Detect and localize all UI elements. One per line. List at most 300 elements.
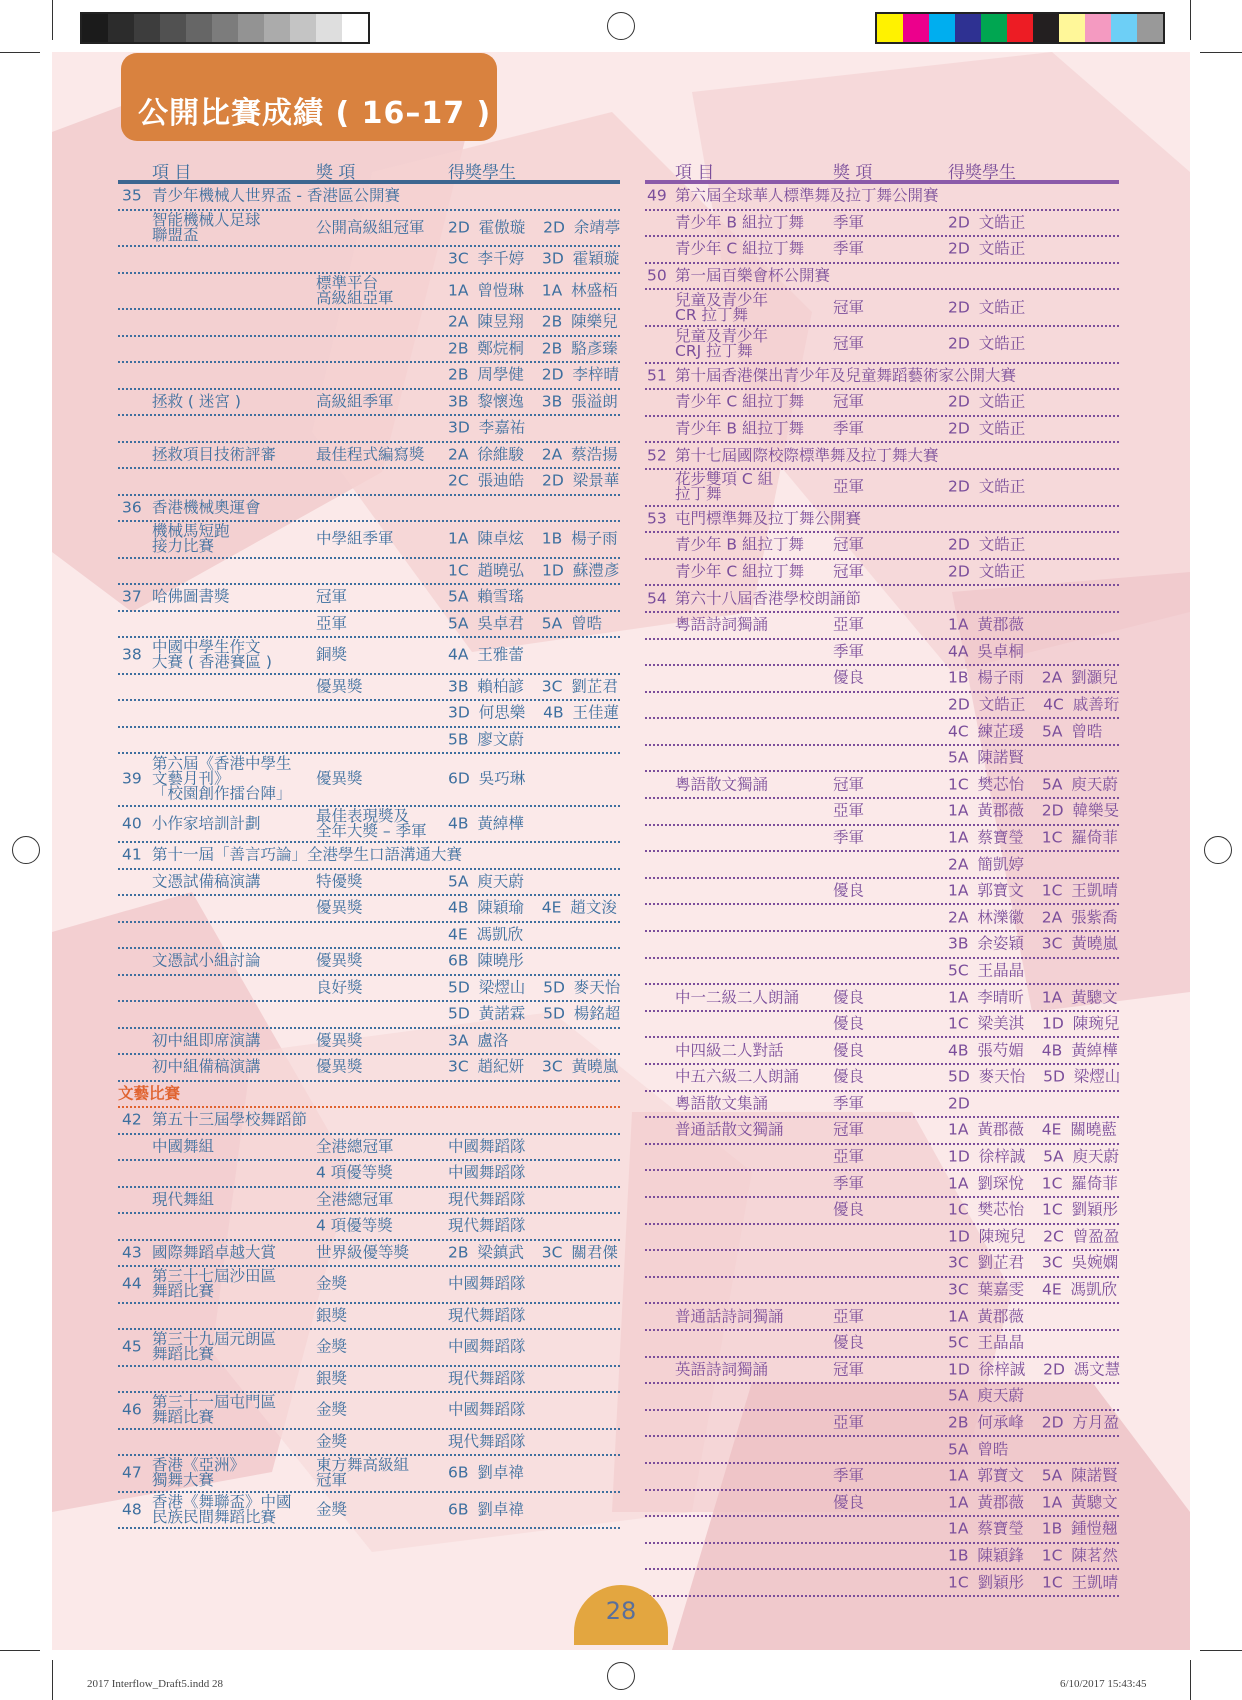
table-row (645, 666, 1119, 693)
award-name: 冠軍 (833, 535, 865, 554)
item-name: 拯救 ( 迷宮 ) (152, 392, 241, 411)
item-name: 智能機械人足球 聯盟盃 (152, 210, 261, 244)
table-row (645, 1225, 1119, 1252)
item-name: 第三十一屆屯門區 舞蹈比賽 (152, 1393, 277, 1427)
award-name: 優良 (833, 881, 865, 900)
table-row (118, 870, 620, 897)
student-names: 1A 蔡寶瑩 1B 鍾愷翹 (948, 1519, 1118, 1538)
item-name: 普通話詩詞獨誦 (675, 1307, 784, 1326)
student-names: 3B 黎懷逸 3B 張溢朗 (448, 392, 618, 411)
award-name: 季軍 (833, 213, 865, 232)
item-number: 43 (122, 1243, 142, 1262)
table-row (118, 559, 620, 586)
award-name: 公開高級組冠軍 (316, 218, 425, 237)
table-header (645, 150, 1119, 183)
award-name: 標準平台 高級組亞軍 (316, 273, 394, 307)
table-row (645, 1570, 1119, 1597)
section-heading (118, 1082, 620, 1109)
table-row (118, 1267, 620, 1304)
registration-mark (607, 12, 635, 40)
table-row (645, 390, 1119, 417)
table-row (118, 337, 620, 364)
student-names: 5D 梁熤山 5D 麥天怡 (448, 978, 621, 997)
item-name: 第五十三屆學校舞蹈節 (152, 1110, 308, 1129)
student-names: 1C 趙曉弘 1D 蘇澧彥 (448, 561, 620, 580)
student-names: 2C 張迪皓 2D 梁景華 (448, 471, 620, 490)
item-name: 中四級二人對話 (675, 1041, 784, 1060)
student-names: 1A 曾愷琳 1A 林盛栢 (448, 281, 618, 300)
award-name: 東方舞高級組 冠軍 (316, 1456, 410, 1490)
award-name: 亞軍 (833, 615, 865, 634)
item-name: 第一屆百樂會杯公開賽 (675, 266, 831, 285)
header-award: 獎 項 (316, 163, 356, 183)
award-name: 4 項優等獎 (316, 1216, 393, 1235)
table-row (645, 560, 1119, 587)
item-name: 兒童及青少年 CRJ 拉丁舞 (675, 327, 769, 361)
item-name: 中五六級二人朗誦 (675, 1067, 800, 1086)
table-body (645, 184, 1119, 1597)
header-students: 得獎學生 (448, 163, 516, 183)
item-name: 青少年 B 組拉丁舞 (675, 213, 804, 232)
student-names: 6B 劉卓禕 (448, 1500, 524, 1519)
award-name: 季軍 (833, 828, 865, 847)
table-row (118, 363, 620, 390)
table-row (645, 1171, 1119, 1198)
student-names: 1C 樊芯怡 1C 劉穎彤 (948, 1200, 1119, 1219)
table-row (645, 533, 1119, 560)
student-names: 5A 庾天蔚 (948, 1386, 1024, 1405)
award-name: 冠軍 (316, 587, 348, 606)
award-name: 亞軍 (833, 1307, 865, 1326)
student-names: 1A 劉琛悅 1C 羅倚菲 (948, 1174, 1118, 1193)
footer-timestamp: 6/10/2017 15:43:45 (1060, 1678, 1147, 1690)
student-names: 2D 文皓正 4C 戚善珩 (948, 695, 1120, 714)
table-row (645, 1278, 1119, 1305)
student-names: 5A 賴雪瑤 (448, 587, 524, 606)
student-names: 1D 徐梓誠 5A 庾天蔚 (948, 1147, 1119, 1166)
student-names: 5C 王晶晶 (948, 961, 1025, 980)
item-name: 青少年機械人世界盃 - 香港區公開賽 (152, 186, 400, 205)
award-name: 銀獎 (316, 1369, 348, 1388)
item-number: 48 (122, 1500, 142, 1519)
student-names: 5B 廖文蔚 (448, 730, 524, 749)
cmyk-colorbar (875, 12, 1165, 44)
crop-mark (52, 0, 53, 40)
student-names: 1C 梁美淇 1D 陳琬兒 (948, 1014, 1120, 1033)
item-name: 初中組備稿演講 (152, 1057, 261, 1076)
award-name: 銅獎 (316, 645, 348, 664)
table-row (645, 1012, 1119, 1039)
table-row (645, 693, 1119, 720)
item-name: 香港機械奧運會 (152, 498, 261, 517)
group-header-row (645, 364, 1119, 391)
award-name: 季軍 (833, 419, 865, 438)
results-table-right (645, 150, 1119, 1597)
student-names: 4B 張芍媚 4B 黃綽樺 (948, 1041, 1118, 1060)
page-title: 公開比賽成績 ( 16–17 ) (138, 96, 492, 131)
student-names: 3B 賴柏諺 3C 劉芷君 (448, 677, 618, 696)
table-row (118, 1002, 620, 1029)
table-row (645, 746, 1119, 773)
group-header-row (118, 496, 620, 523)
table-row (118, 522, 620, 559)
item-name: 青少年 C 組拉丁舞 (675, 562, 805, 581)
table-row (645, 879, 1119, 906)
item-name: 現代舞組 (152, 1190, 215, 1209)
table-row (645, 1384, 1119, 1411)
item-number: 54 (647, 589, 667, 608)
crop-mark (1190, 1660, 1191, 1700)
award-name: 金獎 (316, 1274, 348, 1293)
item-name: 英語詩詞獨誦 (675, 1360, 769, 1379)
crop-mark (0, 52, 40, 53)
student-names: 1A 郭寶文 1C 王凱晴 (948, 881, 1118, 900)
award-name: 季軍 (833, 1094, 865, 1113)
item-name: 第十一屆「善言巧論」全港學生口語溝通大賽 (152, 845, 463, 864)
item-name: 花步雙項 C 組 拉丁舞 (675, 470, 774, 504)
award-name: 優良 (833, 1067, 865, 1086)
award-name: 中學組季軍 (316, 529, 394, 548)
award-name: 良好獎 (316, 978, 363, 997)
table-row (118, 443, 620, 470)
student-names: 5A 吳卓君 5A 曾晧 (448, 614, 603, 633)
item-number: 37 (122, 587, 142, 606)
student-names: 中國舞蹈隊 (448, 1137, 526, 1156)
student-names: 2B 鄭烷桐 2B 駱彥臻 (448, 339, 618, 358)
table-row (118, 1188, 620, 1215)
table-header (118, 150, 620, 183)
table-row (645, 327, 1119, 364)
item-number: 45 (122, 1337, 142, 1356)
award-name: 優異獎 (316, 769, 363, 788)
item-name: 第十屆香港傑出青少年及兒童舞蹈藝術家公開大賽 (675, 366, 1017, 385)
student-names: 1D 徐梓誠 2D 馮文慧 (948, 1360, 1121, 1379)
header-item: 項 目 (675, 163, 715, 183)
item-number: 38 (122, 645, 142, 664)
award-name: 全港總冠軍 (316, 1190, 394, 1209)
table-row (645, 1304, 1119, 1331)
award-name: 銀獎 (316, 1306, 348, 1325)
student-names: 1C 劉穎彤 1C 王凱晴 (948, 1573, 1119, 1592)
table-row (118, 469, 620, 496)
student-names: 現代舞蹈隊 (448, 1432, 526, 1451)
crop-mark (1190, 0, 1191, 40)
student-names: 中國舞蹈隊 (448, 1163, 526, 1182)
award-name: 冠軍 (833, 334, 865, 353)
item-number: 49 (647, 186, 667, 205)
award-name: 最佳表現獎及 全年大獎 – 季軍 (316, 806, 427, 840)
student-names: 2B 何承峰 2D 方月盈 (948, 1413, 1120, 1432)
student-names: 5A 庾天蔚 (448, 872, 524, 891)
item-number: 46 (122, 1400, 142, 1419)
table-row (645, 640, 1119, 667)
item-number: 53 (647, 509, 667, 528)
crop-mark (1200, 52, 1242, 53)
student-names: 3B 余姿穎 3C 黃曉嵐 (948, 934, 1118, 953)
item-number: 35 (122, 186, 142, 205)
award-name: 優異獎 (316, 677, 363, 696)
item-number: 36 (122, 498, 142, 517)
item-name: 青少年 B 組拉丁舞 (675, 419, 804, 438)
student-names: 1A 黃郡薇 (948, 615, 1024, 634)
award-name: 優良 (833, 988, 865, 1007)
item-name: 青少年 C 組拉丁舞 (675, 392, 805, 411)
table-row (645, 290, 1119, 327)
student-names: 2D 文皓正 (948, 239, 1026, 258)
student-names: 2A 簡凱婷 (948, 855, 1024, 874)
item-name: 初中組即席演講 (152, 1031, 261, 1050)
student-names: 1A 李晴昕 1A 黃驄文 (948, 988, 1118, 1007)
table-row (118, 1135, 620, 1162)
table-row (645, 1038, 1119, 1065)
table-row (645, 1411, 1119, 1438)
table-row (645, 1464, 1119, 1491)
registration-mark (12, 836, 40, 864)
award-name: 優異獎 (316, 1057, 363, 1076)
student-names: 2D 霍傲璇 2D 余靖葶 (448, 218, 621, 237)
table-row (645, 211, 1119, 238)
section-title: 文藝比賽 (118, 1084, 181, 1103)
student-names: 現代舞蹈隊 (448, 1216, 526, 1235)
table-row (645, 799, 1119, 826)
award-name: 優良 (833, 1041, 865, 1060)
results-table-left (118, 150, 620, 1529)
student-names: 1C 樊芯怡 5A 庾天蔚 (948, 775, 1118, 794)
table-row (645, 1491, 1119, 1518)
student-names: 5D 麥天怡 5D 梁熤山 (948, 1067, 1121, 1086)
award-name: 金獎 (316, 1500, 348, 1519)
student-names: 1A 陳卓炫 1B 楊子雨 (448, 529, 618, 548)
item-number: 42 (122, 1110, 142, 1129)
table-row (118, 923, 620, 950)
award-name: 優異獎 (316, 951, 363, 970)
student-names: 4B 陳穎瑜 4E 趙文浚 (448, 898, 617, 917)
table-row (645, 1358, 1119, 1385)
table-row (645, 237, 1119, 264)
table-row (118, 1430, 620, 1457)
student-names: 2B 梁鎮武 3C 關君傑 (448, 1243, 618, 1262)
item-name: 香港《舞聯盃》中國 民族民間舞蹈比賽 (152, 1492, 292, 1526)
student-names: 3C 李千婷 3D 霍穎璇 (448, 249, 620, 268)
table-row (118, 1493, 620, 1530)
table-row (118, 274, 620, 311)
student-names: 2D 文皓正 (948, 298, 1026, 317)
table-row (118, 247, 620, 274)
table-row (118, 211, 620, 248)
table-row (118, 976, 620, 1003)
crop-mark (1200, 1650, 1242, 1651)
table-row (645, 719, 1119, 746)
table-row (645, 1065, 1119, 1092)
table-row (645, 417, 1119, 444)
award-name: 全港總冠軍 (316, 1137, 394, 1156)
student-names: 5A 曾晧 (948, 1440, 1009, 1459)
table-row (645, 1145, 1119, 1172)
student-names: 4A 王雅蕾 (448, 645, 524, 664)
table-row (645, 1517, 1119, 1544)
item-name: 青少年 C 組拉丁舞 (675, 239, 805, 258)
award-name: 亞軍 (833, 1147, 865, 1166)
award-name: 優異獎 (316, 1031, 363, 1050)
student-names: 4E 馮凱欣 (448, 925, 524, 944)
table-row (118, 728, 620, 755)
award-name: 冠軍 (833, 392, 865, 411)
group-header-row (118, 1108, 620, 1135)
student-names: 6D 吳巧琳 (448, 769, 526, 788)
award-name: 金獎 (316, 1400, 348, 1419)
award-name: 冠軍 (833, 775, 865, 794)
header-students: 得獎學生 (948, 163, 1016, 183)
student-names: 3A 盧洛 (448, 1031, 509, 1050)
award-name: 優良 (833, 1200, 865, 1219)
item-name: 屯門標準舞及拉丁舞公開賽 (675, 509, 862, 528)
table-row (118, 1393, 620, 1430)
item-name: 中一二級二人朗誦 (675, 988, 800, 1007)
student-names: 2D 文皓正 (948, 419, 1026, 438)
item-name: 拯救項目技術評審 (152, 445, 277, 464)
table-row (118, 1055, 620, 1082)
registration-mark (607, 1662, 635, 1690)
item-name: 國際舞蹈卓越大賞 (152, 1243, 277, 1262)
student-names: 1B 楊子雨 2A 劉灝兒 (948, 668, 1118, 687)
student-names: 2D 文皓正 (948, 477, 1026, 496)
item-name: 第三十七屆沙田區 舞蹈比賽 (152, 1267, 277, 1301)
student-names: 3D 何思樂 4B 王佳蓮 (448, 703, 620, 722)
award-name: 亞軍 (833, 801, 865, 820)
award-name: 亞軍 (833, 477, 865, 496)
item-name: 兒童及青少年 CR 拉丁舞 (675, 290, 769, 324)
item-name: 普通話散文獨誦 (675, 1120, 784, 1139)
student-names: 4A 吳卓桐 (948, 642, 1024, 661)
table-row (645, 1118, 1119, 1145)
item-number: 50 (647, 266, 667, 285)
student-names: 2B 周學健 2D 李梓晴 (448, 365, 620, 384)
item-name: 青少年 B 組拉丁舞 (675, 535, 804, 554)
award-name: 高級組季軍 (316, 392, 394, 411)
item-name: 中國中學生作文 大賽 ( 香港賽區 ) (152, 638, 272, 672)
group-header-row (645, 264, 1119, 291)
student-names: 現代舞蹈隊 (448, 1369, 526, 1388)
item-name: 中國舞組 (152, 1137, 215, 1156)
award-name: 金獎 (316, 1432, 348, 1451)
student-names: 1A 黃郡薇 4E 關曉藍 (948, 1120, 1117, 1139)
grayscale-colorbar (80, 12, 370, 44)
crop-mark (52, 1660, 53, 1700)
item-number: 52 (647, 446, 667, 465)
table-row (118, 1330, 620, 1367)
item-name: 第十七屆國際校際標準舞及拉丁舞大賽 (675, 446, 939, 465)
table-row (645, 1331, 1119, 1358)
award-name: 金獎 (316, 1337, 348, 1356)
award-name: 冠軍 (833, 1120, 865, 1139)
item-name: 香港《亞洲》 獨舞大賽 (152, 1456, 246, 1490)
table-body (118, 184, 620, 1529)
header-item: 項 目 (152, 163, 192, 183)
student-names: 5A 陳諾賢 (948, 748, 1024, 767)
table-row (118, 949, 620, 976)
item-number: 40 (122, 814, 142, 833)
registration-mark (1204, 836, 1232, 864)
award-name: 優異獎 (316, 898, 363, 917)
table-row (118, 612, 620, 639)
item-number: 44 (122, 1274, 142, 1293)
table-row (118, 1241, 620, 1268)
award-name: 亞軍 (316, 614, 348, 633)
student-names: 2D 文皓正 (948, 392, 1026, 411)
student-names: 2A 徐維駿 2A 蔡浩揚 (448, 445, 618, 464)
student-names: 中國舞蹈隊 (448, 1400, 526, 1419)
table-row (118, 1456, 620, 1493)
student-names: 1A 郭寶文 5A 陳諾賢 (948, 1466, 1118, 1485)
table-row (118, 310, 620, 337)
student-names: 1A 黃郡薇 (948, 1307, 1024, 1326)
table-row (118, 1214, 620, 1241)
table-row (645, 1092, 1119, 1119)
student-names: 6B 陳曉彤 (448, 951, 524, 970)
student-names: 4C 練芷瑗 5A 曾晧 (948, 722, 1103, 741)
table-row (645, 905, 1119, 932)
student-names: 5C 王晶晶 (948, 1333, 1025, 1352)
footer-file-info: 2017 Interflow_Draft5.indd 28 (87, 1678, 223, 1690)
crop-mark (0, 1650, 40, 1651)
group-header-row (645, 507, 1119, 534)
student-names: 5D 黃諾霖 5D 楊銘超 (448, 1004, 621, 1023)
table-row (118, 1161, 620, 1188)
table-row (645, 826, 1119, 853)
table-row (645, 932, 1119, 959)
award-name: 冠軍 (833, 1360, 865, 1379)
award-name: 季軍 (833, 1174, 865, 1193)
table-row (645, 1544, 1119, 1571)
award-name: 特優獎 (316, 872, 363, 891)
student-names: 4B 黃綽樺 (448, 814, 524, 833)
award-name: 季軍 (833, 1466, 865, 1485)
student-names: 中國舞蹈隊 (448, 1274, 526, 1293)
table-row (118, 1304, 620, 1331)
award-name: 優良 (833, 1014, 865, 1033)
group-header-row (118, 184, 620, 211)
item-number: 51 (647, 366, 667, 385)
table-row (645, 772, 1119, 799)
student-names: 3C 趙紀妍 3C 黃曉嵐 (448, 1057, 619, 1076)
student-names: 現代舞蹈隊 (448, 1190, 526, 1209)
table-row (645, 1437, 1119, 1464)
student-names: 3C 劉芷君 3C 吳婉嫻 (948, 1253, 1119, 1272)
item-name: 第六十八屆香港學校朗誦節 (675, 589, 862, 608)
item-name: 粵語散文獨誦 (675, 775, 769, 794)
award-name: 4 項優等獎 (316, 1163, 393, 1182)
student-names: 中國舞蹈隊 (448, 1337, 526, 1356)
award-name: 世界級優等獎 (316, 1243, 410, 1262)
student-names: 2A 林濼徽 2A 張紫喬 (948, 908, 1118, 927)
award-name: 冠軍 (833, 562, 865, 581)
item-name: 第六屆全球華人標準舞及拉丁舞公開賽 (675, 186, 939, 205)
student-names: 3C 葉嘉雯 4E 馮凱欣 (948, 1280, 1118, 1299)
item-name: 哈佛圖書獎 (152, 587, 230, 606)
award-name: 優良 (833, 668, 865, 687)
award-name: 最佳程式編寫獎 (316, 445, 425, 464)
table-row (645, 959, 1119, 986)
student-names: 1A 黃郡薇 2D 韓樂旻 (948, 801, 1119, 820)
item-name: 文憑試小組討論 (152, 951, 261, 970)
group-header-row (645, 443, 1119, 470)
award-name: 亞軍 (833, 1413, 865, 1432)
group-header-row (645, 184, 1119, 211)
table-row (118, 416, 620, 443)
student-names: 1B 陳穎鋒 1C 陳茗然 (948, 1546, 1118, 1565)
item-name: 第六屆《香港中學生 文藝月刊》 「校園創作擂台陣」 (152, 754, 292, 803)
item-name: 第三十九屆元朗區 舞蹈比賽 (152, 1330, 277, 1364)
